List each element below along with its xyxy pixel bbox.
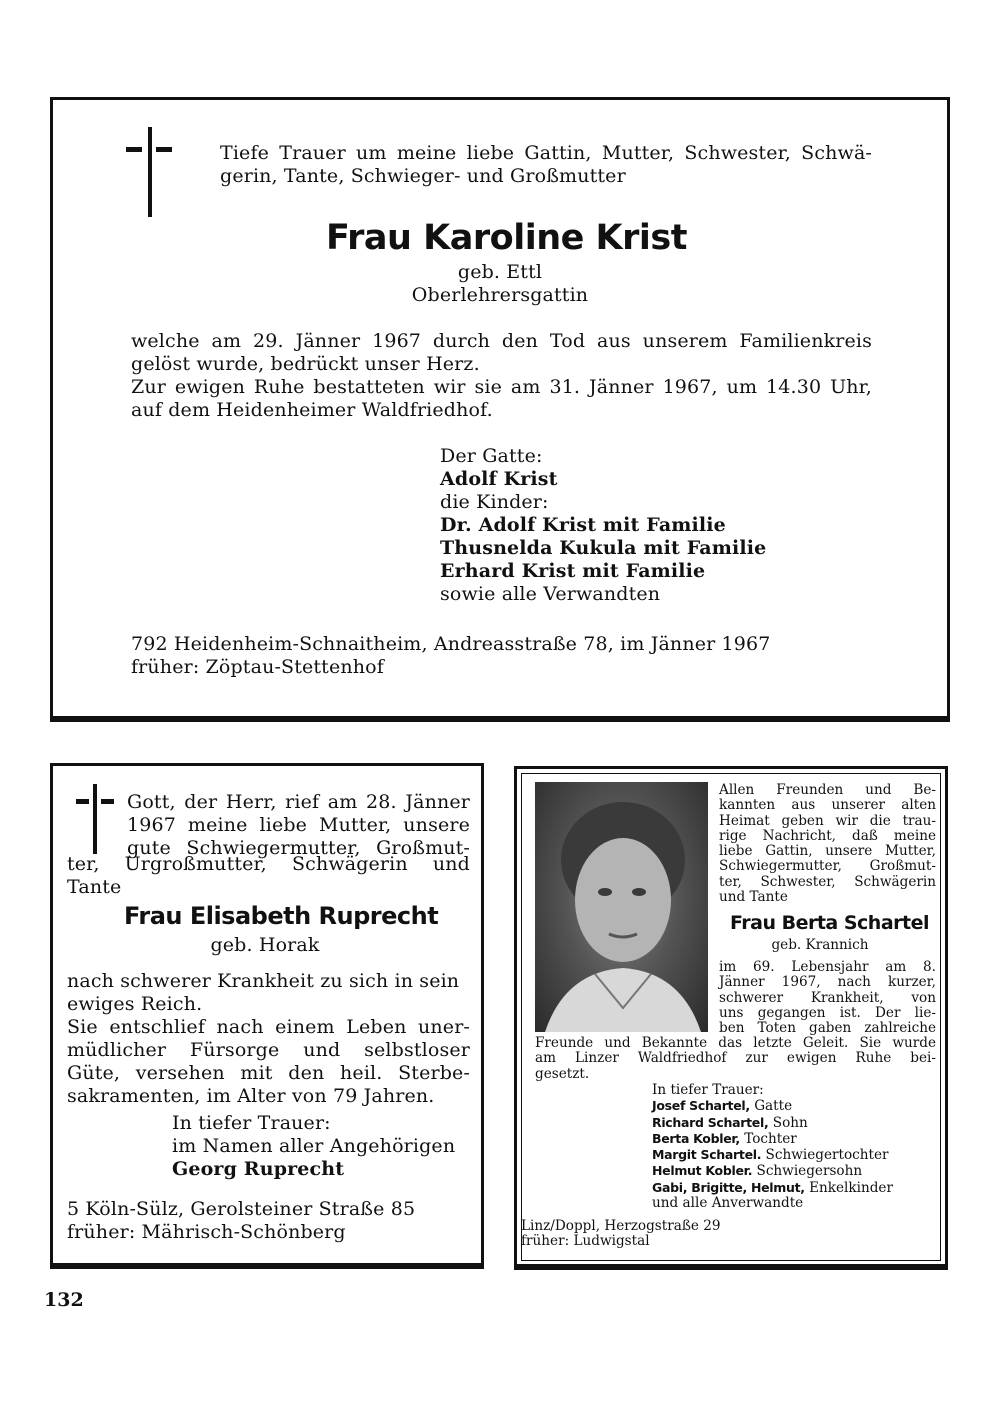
notice3-intro-line: liebe Gattin, unsere Mutter,	[719, 843, 936, 860]
mourner-name: Margit Schartel.	[652, 1147, 762, 1163]
notice2-body-line: nach schwerer Krankheit zu sich in sein	[67, 970, 460, 992]
notice2-birth-name: geb. Horak	[210, 934, 320, 956]
notice3-body-line: ben Toten gaben zahlreiche	[719, 1020, 936, 1037]
mourner-role: Gatte	[754, 1098, 793, 1115]
notice2-former: früher: Mährisch-Schönberg	[67, 1221, 346, 1243]
notice3-intro-line: Schwiegermutter, Großmut-	[719, 858, 936, 875]
notice1-body-line: gelöst wurde, bedrückt unser Herz.	[131, 353, 480, 375]
notice2-body	[67, 970, 470, 1108]
cross-icon	[76, 784, 120, 854]
mourner-name: Helmut Kobler.	[652, 1163, 753, 1179]
notice3-intro-line: Heimat geben wir die trau-	[719, 812, 936, 829]
notice3-name: Frau Berta Schartel	[730, 912, 929, 934]
notice3-mourning-label: In tiefer Trauer:	[652, 1082, 764, 1098]
notice1-intro-line: Tiefe Trauer um meine liebe Gattin, Mutter, Schwester, Schwä-	[220, 142, 872, 164]
mourner-line: Erhard Krist mit Familie	[440, 560, 706, 582]
notice1-body-line: welche am 29. Jänner 1967 durch den Tod aus unserem Familienkreis	[131, 330, 872, 352]
mourner-name: Gabi, Brigitte, Helmut,	[652, 1179, 805, 1195]
notice2-mourning-label: In tiefer Trauer:	[172, 1112, 331, 1134]
notice2-body-line: sakramenten, im Alter von 79 Jahren.	[67, 1085, 435, 1107]
notice1-address: 792 Heidenheim-Schnaitheim, Andreasstraße 78, im Jänner 1967	[131, 633, 771, 655]
notice3-body-line: am Linzer Waldfriedhof zur ewigen Ruhe bei-	[535, 1050, 936, 1067]
notice3-mourner-line	[652, 1098, 893, 1114]
notice3-body-line: Freunde und Bekannte das letzte Geleit. Sie wurde	[535, 1035, 936, 1051]
notice3-body-line: im 69. Lebensjahr am 8.	[719, 959, 936, 975]
notice3-intro-line: rige Nachricht, daß meine	[719, 827, 936, 844]
notice2-mourning-line: im Namen aller Angehörigen	[172, 1135, 456, 1157]
mourner-line: Dr. Adolf Krist mit Familie	[440, 514, 726, 536]
notice3-body-narrow	[719, 960, 936, 1036]
notice3-former: früher: Ludwigstal	[521, 1233, 650, 1250]
notice3-body-line: schwerer Krankheit, von	[719, 989, 936, 1006]
notice2-intro-line: gute Schwiegermutter, Großmut-	[127, 837, 470, 859]
notice2-intro-line: Gott, der Herr, rief am 28. Jänner	[127, 791, 470, 813]
notice2-intro-indented	[127, 791, 470, 860]
mourner-line: Thusnelda Kukula mit Familie	[440, 537, 767, 559]
notice1-name: Frau Karoline Krist	[326, 218, 687, 258]
mourner-role: Sohn	[772, 1114, 808, 1131]
notice2-address: 5 Köln-Sülz, Gerolsteiner Straße 85	[67, 1198, 416, 1220]
notice3-mourner-line	[652, 1131, 893, 1147]
notice3-mourner-line	[652, 1163, 893, 1179]
mourner-role: Enkelkinder	[809, 1179, 893, 1196]
notice3-body-line: gesetzt.	[535, 1065, 590, 1082]
mourner-role: Schwiegertochter	[765, 1147, 889, 1164]
notice3-intro-line: kannten aus unserer alten	[719, 797, 936, 814]
notice1-former: früher: Zöptau-Stettenhof	[131, 656, 384, 678]
notice3-intro-line: Allen Freunden und Be-	[719, 782, 936, 798]
notice1-address-block	[131, 633, 770, 679]
notice1-body-line: Zur ewigen Ruhe bestatteten wir sie am 31. Jänner 1967, um 14.30 Uhr,	[131, 376, 872, 398]
notice3-intro-line: ter, Schwester, Schwägerin	[719, 873, 936, 890]
notice3-body-wide	[535, 1036, 936, 1082]
notice3-body-line: Jänner 1967, nach kurzer,	[719, 974, 936, 991]
mourner-role: Tochter	[744, 1130, 797, 1147]
notice3-mourner-line	[652, 1180, 893, 1196]
portrait-figure	[535, 782, 708, 1032]
notice2-intro-rest	[67, 853, 470, 899]
notice3-body-line: uns gegangen ist. Der lie-	[719, 1004, 936, 1021]
notice1-birth-name: geb. Ettl	[457, 261, 543, 283]
cross-icon	[126, 127, 178, 217]
notice1-body-line: auf dem Heidenheimer Waldfriedhof.	[131, 399, 493, 421]
mourner-role: Schwiegersohn	[756, 1163, 863, 1180]
notice3-intro-line: und Tante	[719, 889, 788, 906]
page-number: 132	[44, 1289, 84, 1311]
mourner-line: sowie alle Verwandten	[440, 583, 661, 605]
portrait-photo	[535, 782, 708, 1032]
mourner-name: Berta Kobler,	[652, 1130, 740, 1146]
notice2-mourner: Georg Ruprecht	[172, 1158, 345, 1180]
notice2-name: Frau Elisabeth Ruprecht	[124, 902, 439, 930]
notice3-mourners	[652, 1083, 893, 1211]
notice2-body-line: Sie entschlief nach einem Leben uner-	[67, 1016, 470, 1038]
notice1-title: Oberlehrersgattin	[411, 284, 589, 306]
notice3-address-block	[521, 1219, 721, 1250]
notice3-birth-name: geb. Krannich	[771, 937, 869, 953]
notice2-intro-line: 1967 meine liebe Mutter, unsere	[127, 814, 470, 836]
notice1-intro	[220, 142, 872, 188]
notice3-mourners-tail: und alle Anverwandte	[652, 1195, 804, 1212]
mourner-name: Josef Schartel,	[652, 1098, 750, 1114]
mourner-line: Adolf Krist	[440, 468, 558, 490]
notice3-address: Linz/Doppl, Herzogstraße 29	[521, 1218, 721, 1234]
notice3-intro	[719, 783, 936, 905]
notice1-intro-line: gerin, Tante, Schwieger- und Großmutter	[220, 165, 626, 187]
notice2-intro-line: Tante	[67, 876, 122, 898]
notice2-body-line: Güte, versehen mit den heil. Sterbe-	[67, 1062, 470, 1084]
notice2-body-line: müdlicher Fürsorge und selbstloser	[67, 1039, 470, 1061]
mourner-line: Der Gatte:	[440, 445, 543, 467]
notice2-address-block	[67, 1198, 415, 1244]
mourner-line: die Kinder:	[440, 491, 549, 513]
notice3-mourner-line	[652, 1115, 893, 1131]
notice1-body	[131, 330, 872, 422]
notice2-body-line: ewiges Reich.	[67, 993, 203, 1015]
notice3-mourner-line	[652, 1147, 893, 1163]
notice2-intro-line: ter, Urgroßmutter, Schwägerin und	[67, 853, 470, 875]
notice1-mourners	[440, 445, 766, 606]
mourner-name: Richard Schartel,	[652, 1114, 769, 1130]
notice2-mourning	[172, 1112, 455, 1181]
